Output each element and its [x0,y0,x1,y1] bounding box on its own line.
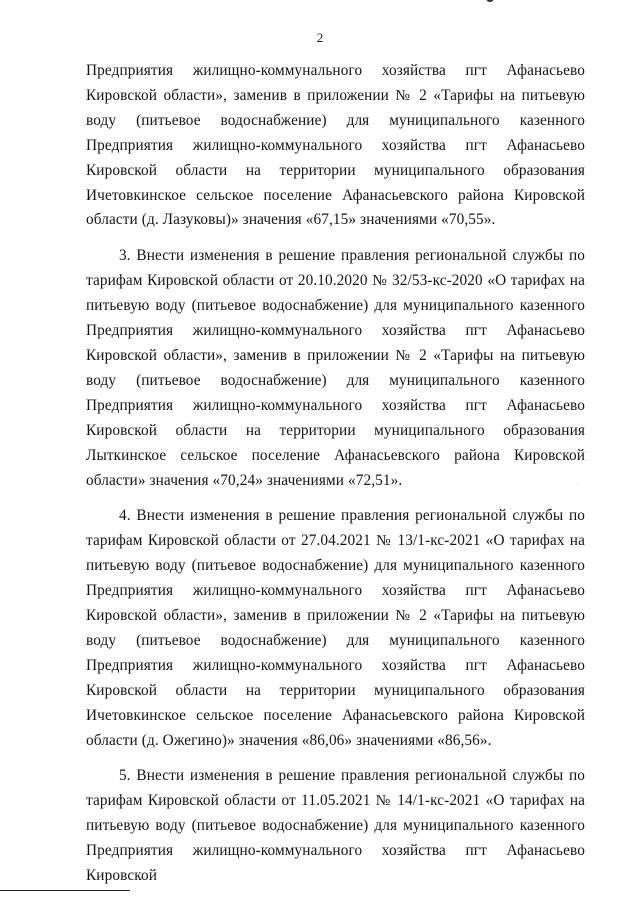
page-number: 2 [316,30,324,45]
paragraph-item-3: 3. Внести изменения в решение правления региональной службы по тарифам Кировской области от 20.10.2020 № 32/53-кс-2020 «О тарифах на питьевую воду (питьевое водоснабжение) для муниципального казенного Предприятия жилищно-коммунального хозяйства пгт Афанасьево Кировской области», заменив в приложении № 2 «Тарифы на питьевую воду (питьевое водоснабжение) для муниципального казенного Предприятия жилищно-коммунального хозяйства пгт Афанасьево Кировской области на территории муниципального образования Лыткинское сельское поселение Афанасьевского района Кировской области» значения «70,24» значениями «72,51». [86,247,585,489]
footer-rule [0,890,130,891]
paragraph-item-4: 4. Внести изменения в решение правления региональной службы по тарифам Кировской области от 27.04.2021 № 13/1-кс-2021 «О тарифах на питьевую воду (питьевое водоснабжение) для муниципального казенного Предприятия жилищно-коммунального хозяйства пгт Афанасьево Кировской области», заменив в приложении № 2 «Тарифы на питьевую воду (питьевое водоснабжение) для муниципального казенного Предприятия жилищно-коммунального хозяйства пгт Афанасьево Кировской области на территории муниципального образования Ичетовкинское сельское поселение Афанасьевского района Кировской области (д. Ожегино)» значения «86,06» значениями «86,56». [86,507,585,749]
document-body [86,59,585,889]
scan-artifact: · [576,478,579,488]
scan-dot-mark [486,0,494,2]
paragraph-continuation: Предприятия жилищно-коммунального хозяйства пгт Афанасьево Кировской области», заменив в приложении № 2 «Тарифы на питьевую воду (питьевое водоснабжение) для муниципального казенного Предприятия жилищно-коммунального хозяйства пгт Афанасьево Кировской области на территории муниципального образования Ичетовкинское сельское поселение Афанасьевского района Кировской области (д. Лазуковы)» значения «67,15» значениями «70,55». [86,62,585,229]
paragraph-item-5: 5. Внести изменения в решение правления региональной службы по тарифам Кировской области от 11.05.2021 № 14/1-кс-2021 «О тарифах на питьевую воду (питьевое водоснабжение) для муниципального казенного Предприятия жилищно-коммунального хозяйства пгт Афанасьево Кировской [86,767,585,885]
